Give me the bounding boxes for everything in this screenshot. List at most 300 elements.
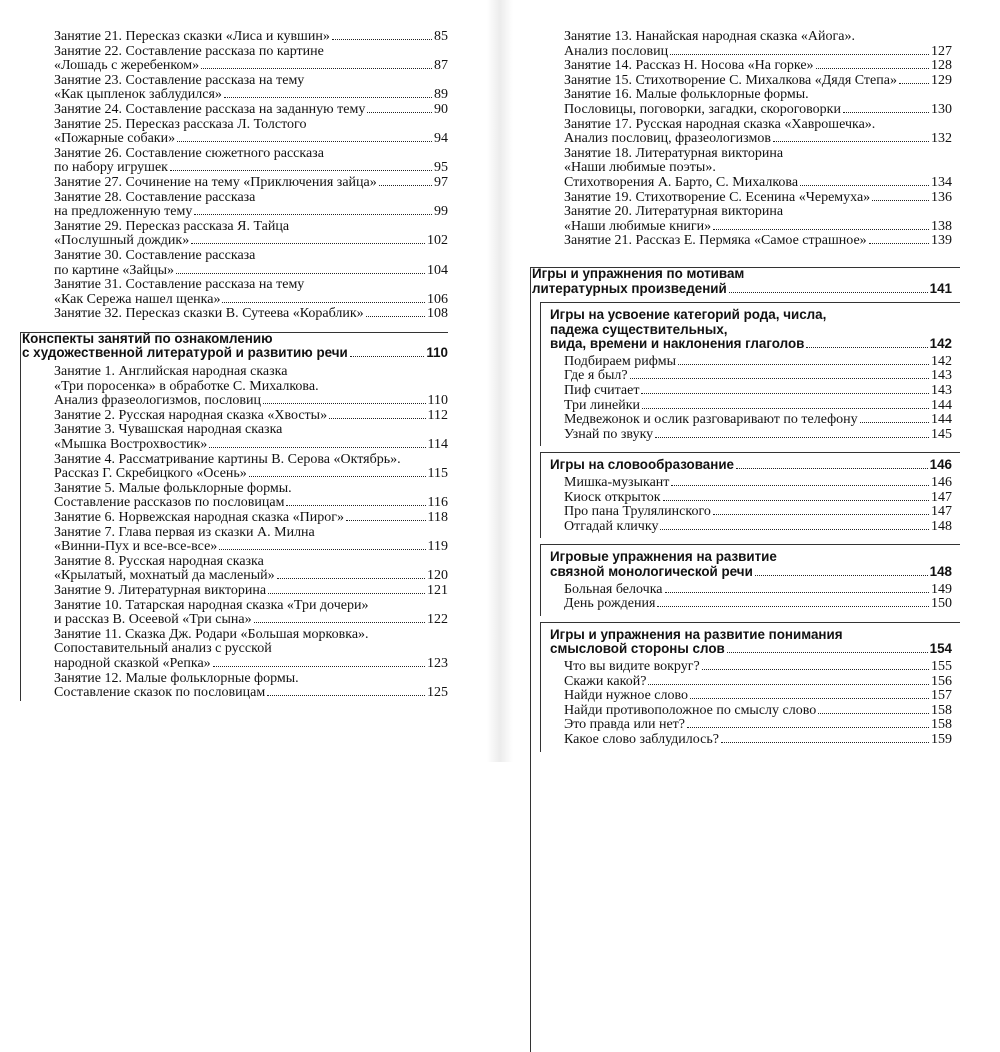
toc-line	[22, 346, 448, 361]
toc-item[interactable]	[520, 520, 960, 535]
page-number: 150	[931, 596, 952, 612]
toc-line	[54, 540, 448, 555]
toc-line	[54, 526, 448, 541]
subsection-body	[520, 622, 960, 752]
toc-line	[54, 176, 448, 191]
toc-title: «Винни-Пух и все-все-все»	[54, 539, 218, 555]
page-number: 120	[427, 568, 448, 584]
toc-title: Пословицы, поговорки, загадки, скороговорки	[564, 101, 841, 117]
leader-dots	[678, 364, 929, 365]
lesson-entry[interactable]	[0, 599, 460, 628]
page-number: 116	[427, 495, 448, 511]
leader-dots	[816, 68, 929, 69]
lesson-entry[interactable]	[0, 74, 460, 103]
toc-line	[54, 278, 448, 293]
toc-line	[550, 337, 952, 352]
toc-title: Найди нужное слово	[564, 688, 689, 704]
lesson-entry[interactable]	[520, 147, 960, 191]
toc-title: Анализ пословиц, фразеологизмов	[564, 131, 771, 147]
leader-dots	[843, 112, 929, 113]
leader-dots	[665, 592, 930, 593]
toc-line	[54, 45, 448, 60]
toc-line	[54, 191, 448, 206]
toc-line	[564, 733, 952, 748]
lesson-entry[interactable]	[0, 307, 460, 322]
toc-line	[564, 689, 952, 704]
lesson-entry[interactable]	[0, 147, 460, 176]
page-number: 108	[427, 306, 448, 322]
toc-title: смысловой стороны слов	[550, 641, 725, 657]
toc-title: Игры и упражнения на развитие понимания	[550, 626, 843, 642]
toc-line	[564, 355, 952, 370]
toc-title: Анализ фразеологизмов, пословиц	[54, 393, 261, 409]
leader-dots	[332, 39, 432, 40]
toc-line	[54, 88, 448, 103]
leader-dots	[721, 742, 929, 743]
leader-dots	[755, 575, 928, 576]
toc-title: Занятие 5. Малые фольклорные формы.	[54, 480, 292, 496]
toc-line	[550, 628, 952, 643]
page-number: 85	[434, 29, 448, 44]
toc-title: Найди противоположное по смыслу слово	[564, 702, 817, 718]
toc-line	[564, 234, 952, 249]
lesson-entry[interactable]	[520, 118, 960, 147]
leader-dots	[224, 97, 432, 98]
page-number: 102	[427, 233, 448, 249]
page-number: 87	[434, 58, 448, 74]
toc-title: Занятие 29. Пересказ рассказа Я. Тайца	[54, 218, 290, 234]
toc-line	[564, 520, 952, 535]
leader-dots	[263, 403, 426, 404]
leader-dots	[177, 141, 432, 142]
page-number: 110	[426, 345, 448, 361]
toc-item[interactable]	[520, 428, 960, 443]
toc-line	[54, 118, 448, 133]
page-number: 146	[929, 457, 952, 473]
page-number: 143	[931, 383, 952, 399]
page-number: 122	[427, 612, 448, 628]
subsection-entry[interactable]	[520, 628, 960, 657]
toc-line	[54, 409, 448, 424]
toc-line	[532, 282, 952, 297]
toc-title: Занятие 8. Русская народная сказка	[54, 553, 264, 569]
page-number: 149	[931, 581, 952, 597]
lesson-entry[interactable]	[0, 672, 460, 701]
page-number: 97	[434, 174, 448, 190]
leader-dots	[800, 185, 929, 186]
page-number: 123	[427, 655, 448, 671]
lesson-entry[interactable]	[0, 423, 460, 452]
toc-line	[54, 555, 448, 570]
section-box	[0, 332, 460, 701]
toc-item[interactable]	[520, 399, 960, 414]
subsection-box	[520, 452, 960, 538]
toc-line	[564, 660, 952, 675]
toc-line	[54, 220, 448, 235]
leader-dots	[366, 316, 425, 317]
toc-title: Занятие 23. Составление рассказа на тему	[54, 72, 305, 88]
toc-title: Рассказ Г. Скребицкого «Осень»	[54, 466, 247, 482]
toc-title: Занятие 14. Рассказ Н. Носова «На горке»	[564, 58, 814, 74]
lesson-entry[interactable]	[0, 176, 460, 191]
toc-line	[550, 565, 952, 580]
toc-line	[54, 482, 448, 497]
toc-line	[54, 467, 448, 482]
toc-title: Какое слово заблудилось?	[564, 731, 719, 747]
page-number: 144	[931, 397, 952, 413]
leader-dots	[670, 54, 929, 55]
toc-title: «Крылатый, мохнатый да масленый»	[54, 568, 275, 584]
lesson-entry[interactable]	[0, 482, 460, 511]
toc-title: Это правда или нет?	[564, 717, 685, 733]
subsection-entry[interactable]	[520, 550, 960, 579]
lesson-entry[interactable]	[0, 103, 460, 118]
page-number: 141	[929, 280, 952, 296]
toc-title: Занятие 18. Литературная викторина	[564, 145, 784, 161]
subsection-entry[interactable]	[520, 308, 960, 352]
toc-title: Три линейки	[564, 397, 640, 413]
toc-title: «Как цыпленок заблудился»	[54, 87, 222, 103]
leader-dots	[367, 112, 432, 113]
toc-title: Занятие 25. Пересказ рассказа Л. Толстого	[54, 116, 307, 132]
lesson-entry[interactable]	[520, 88, 960, 117]
toc-title: Скажи какой?	[564, 673, 647, 689]
lesson-list-c	[520, 30, 960, 249]
toc-item[interactable]	[520, 505, 960, 520]
subsection-entry[interactable]	[520, 458, 960, 473]
toc-title: Занятие 10. Татарская народная сказка «Три дочери»	[54, 597, 369, 613]
toc-line	[564, 369, 952, 384]
toc-item[interactable]	[520, 689, 960, 704]
leader-dots	[818, 713, 929, 714]
toc-line	[564, 147, 952, 162]
lesson-entry[interactable]	[0, 628, 460, 672]
toc-title: народной сказкой «Репка»	[54, 655, 211, 671]
toc-title: Занятие 16. Малые фольклорные формы.	[564, 87, 809, 103]
toc-title: Анализ пословиц	[564, 43, 669, 59]
toc-line	[54, 132, 448, 147]
toc-line	[54, 147, 448, 162]
toc-item[interactable]	[520, 733, 960, 748]
toc-title: Мишка-музыкант	[564, 475, 670, 491]
leader-dots	[209, 447, 425, 448]
leader-dots	[729, 292, 928, 293]
toc-item[interactable]	[520, 583, 960, 598]
book-gutter	[487, 0, 513, 762]
toc-line	[54, 657, 448, 672]
lesson-entry[interactable]	[0, 249, 460, 278]
toc-title: Занятие 24. Составление рассказа на заданную тему	[54, 101, 366, 117]
leader-dots	[713, 229, 929, 230]
toc-title: Подбираем рифмы	[564, 353, 677, 369]
toc-title: Занятие 20. Литературная викторина	[564, 204, 784, 220]
page-number: 146	[931, 475, 952, 491]
toc-title: Занятие 31. Составление рассказа на тему	[54, 277, 305, 293]
toc-title: День рождения	[564, 596, 656, 612]
toc-item[interactable]	[520, 660, 960, 675]
toc-title: Медвежонок и ослик разговаривают по телефону	[564, 412, 858, 428]
leader-dots	[657, 606, 929, 607]
toc-line	[564, 476, 952, 491]
lesson-entry[interactable]	[520, 234, 960, 249]
section-entry[interactable]	[520, 267, 960, 296]
toc-line	[54, 293, 448, 308]
leader-dots	[727, 652, 928, 653]
page-number: 121	[427, 582, 448, 598]
subsection-body	[520, 544, 960, 615]
leader-dots	[219, 549, 425, 550]
page-number: 110	[427, 393, 448, 409]
leader-dots	[648, 684, 929, 685]
page-number: 130	[931, 101, 952, 117]
toc-title: Занятие 1. Английская народная сказка	[54, 364, 288, 380]
toc-title: Занятие 22. Составление рассказа по картине	[54, 43, 324, 59]
toc-line	[564, 399, 952, 414]
section-entry[interactable]	[0, 332, 460, 361]
leader-dots	[213, 666, 425, 667]
toc-line	[564, 205, 952, 220]
toc-title: Занятие 7. Глава первая из сказки А. Милна	[54, 524, 315, 540]
toc-item[interactable]	[520, 355, 960, 370]
toc-line	[54, 453, 448, 468]
page-number: 147	[931, 504, 952, 520]
toc-title: связной монологической речи	[550, 564, 753, 579]
toc-item[interactable]	[520, 413, 960, 428]
toc-line	[564, 191, 952, 206]
toc-line	[550, 550, 952, 565]
subsection-list	[520, 302, 960, 751]
toc-title: Конспекты занятий по ознакомлению	[22, 330, 273, 346]
leader-dots	[201, 68, 432, 69]
toc-line	[564, 176, 952, 191]
toc-title: Где я был?	[564, 368, 628, 384]
page-number: 125	[427, 685, 448, 701]
toc-line	[564, 491, 952, 506]
lesson-entry[interactable]	[0, 118, 460, 147]
right-page	[520, 30, 960, 752]
toc-line	[54, 628, 448, 643]
toc-line	[564, 413, 952, 428]
leader-dots	[170, 170, 432, 171]
page-number: 138	[931, 218, 952, 234]
lesson-entry[interactable]	[0, 30, 460, 45]
page-number: 128	[931, 58, 952, 74]
toc-title: Игры и упражнения по мотивам	[532, 265, 745, 281]
toc-title: Игровые упражнения на развитие	[550, 549, 777, 565]
toc-title: Занятие 27. Сочинение на тему «Приключения зайца»	[54, 174, 377, 190]
leader-dots	[806, 347, 927, 348]
lesson-entry[interactable]	[0, 526, 460, 555]
page-number: 142	[931, 353, 952, 369]
page-number: 119	[427, 539, 448, 555]
left-page	[0, 30, 460, 701]
toc-item[interactable]	[520, 369, 960, 384]
toc-title: Что вы видите вокруг?	[564, 658, 700, 674]
page-number: 159	[931, 731, 952, 747]
toc-item[interactable]	[520, 675, 960, 690]
page-number: 142	[929, 336, 952, 352]
lesson-entry[interactable]	[520, 59, 960, 74]
page-number: 99	[434, 204, 448, 220]
lesson-entry[interactable]	[520, 205, 960, 234]
leader-dots	[249, 476, 426, 477]
toc-title: «Мышка Вострохвостик»	[54, 437, 208, 453]
leader-dots	[254, 622, 425, 623]
page-number: 129	[931, 72, 952, 88]
page-number: 148	[929, 564, 952, 579]
lesson-entry[interactable]	[0, 365, 460, 409]
page-number: 143	[931, 368, 952, 384]
toc-line	[54, 569, 448, 584]
toc-line	[564, 704, 952, 719]
toc-line	[54, 686, 448, 701]
page-number: 156	[931, 673, 952, 689]
toc-title: по картине «Зайцы»	[54, 262, 175, 278]
toc-line	[54, 307, 448, 322]
toc-item[interactable]	[520, 704, 960, 719]
toc-line	[564, 74, 952, 89]
toc-title: Занятие 17. Русская народная сказка «Хаврошечка».	[564, 116, 876, 132]
toc-title: «Как Сережа нашел щенка»	[54, 291, 221, 307]
toc-line	[564, 132, 952, 147]
toc-title: «Наши любимые поэты».	[564, 160, 716, 176]
toc-title: Занятие 9. Литературная викторина	[54, 582, 267, 598]
toc-line	[564, 103, 952, 118]
toc-title: Отгадай кличку	[564, 518, 659, 534]
toc-item[interactable]	[520, 476, 960, 491]
page-number: 145	[931, 426, 952, 442]
toc-title: Занятие 4. Рассматривание картины В. Серова «Октябрь».	[54, 451, 401, 467]
toc-line	[54, 613, 448, 628]
leader-dots	[642, 408, 929, 409]
toc-line	[54, 74, 448, 89]
toc-title: Киоск открыток	[564, 489, 661, 505]
toc-line	[550, 323, 952, 338]
page-number: 139	[931, 233, 952, 249]
leader-dots	[713, 514, 929, 515]
toc-title: Занятие 15. Стихотворение С. Михалкова «Дядя Степа»	[564, 72, 897, 88]
toc-title: Про пана Трулялинского	[564, 504, 711, 520]
toc-line	[564, 505, 952, 520]
toc-line	[564, 45, 952, 60]
toc-item[interactable]	[520, 597, 960, 612]
page-number: 118	[427, 510, 448, 525]
toc-item[interactable]	[520, 718, 960, 733]
toc-item[interactable]	[520, 491, 960, 506]
toc-line	[564, 30, 952, 45]
lesson-entry[interactable]	[0, 191, 460, 220]
toc-line	[54, 249, 448, 264]
toc-title: Занятие 32. Пересказ сказки В. Сутеева «Кораблик»	[54, 306, 364, 322]
leader-dots	[655, 437, 929, 438]
leader-dots	[350, 356, 425, 357]
toc-line	[564, 59, 952, 74]
toc-line	[54, 380, 448, 395]
toc-title: «Три поросенка» в обработке С. Михалкова.	[54, 378, 319, 394]
subsection-box	[520, 622, 960, 752]
main-section-box	[520, 267, 960, 752]
toc-line	[564, 161, 952, 176]
toc-title: Сопоставительный анализ с русской	[54, 641, 272, 657]
toc-title: «Наши любимые книги»	[564, 218, 712, 234]
toc-title: «Пожарные собаки»	[54, 131, 176, 147]
leader-dots	[663, 500, 929, 501]
toc-line	[564, 718, 952, 733]
leader-dots	[736, 468, 928, 469]
toc-title: Занятие 2. Русская народная сказка «Хвосты»	[54, 407, 328, 423]
page-number: 158	[931, 717, 952, 733]
toc-title: вида, времени и наклонения глаголов	[550, 336, 805, 352]
lesson-entry[interactable]	[520, 30, 960, 59]
lesson-entry[interactable]	[0, 453, 460, 482]
toc-line	[54, 205, 448, 220]
toc-title: «Послушный дождик»	[54, 233, 190, 249]
toc-line	[564, 88, 952, 103]
page-number: 134	[931, 174, 952, 190]
page-number: 136	[931, 189, 952, 205]
lesson-entry[interactable]	[520, 74, 960, 89]
leader-dots	[379, 185, 432, 186]
toc-title: Стихотворения А. Барто, С. Михалкова	[564, 174, 799, 190]
lesson-list-b	[0, 365, 460, 701]
page-number: 154	[929, 641, 952, 657]
lesson-entry[interactable]	[0, 278, 460, 307]
leader-dots	[630, 378, 929, 379]
toc-title: Занятие 19. Стихотворение С. Есенина «Черемуха»	[564, 189, 871, 205]
toc-line	[54, 496, 448, 511]
main-section-heading	[520, 267, 960, 296]
page-number: 89	[434, 87, 448, 103]
toc-item[interactable]	[520, 384, 960, 399]
lesson-entry[interactable]	[0, 584, 460, 599]
toc-line	[54, 672, 448, 687]
toc-title: падежа существительных,	[550, 321, 728, 337]
toc-title: Занятие 30. Составление рассказа	[54, 247, 256, 263]
page-number: 157	[931, 688, 952, 704]
toc-line	[54, 365, 448, 380]
lesson-entry[interactable]	[0, 220, 460, 249]
leader-dots	[641, 393, 929, 394]
page-number: 106	[427, 291, 448, 307]
leader-dots	[191, 243, 425, 244]
page-number: 155	[931, 658, 952, 674]
toc-line	[564, 118, 952, 133]
leader-dots	[773, 141, 929, 142]
leader-dots	[860, 422, 929, 423]
toc-title: по набору игрушек	[54, 160, 168, 176]
page-number: 132	[931, 131, 952, 147]
toc-line	[564, 675, 952, 690]
toc-title: Составление сказок по пословицам	[54, 685, 266, 701]
page-number: 127	[931, 43, 952, 59]
page-number: 94	[434, 131, 448, 147]
toc-line	[54, 438, 448, 453]
lesson-entry[interactable]	[0, 555, 460, 584]
leader-dots	[194, 214, 432, 215]
toc-title: Занятие 13. Нанайская народная сказка «Айога».	[564, 29, 855, 44]
leader-dots	[222, 302, 425, 303]
toc-line	[564, 597, 952, 612]
lesson-entry[interactable]	[0, 409, 460, 424]
toc-line	[54, 423, 448, 438]
lesson-entry[interactable]	[0, 511, 460, 526]
lesson-entry[interactable]	[520, 191, 960, 206]
toc-title: с художественной литературой и развитию речи	[22, 345, 348, 361]
lesson-entry[interactable]	[0, 45, 460, 74]
toc-title: литературных произведений	[532, 280, 727, 296]
lesson-list-a	[0, 30, 460, 322]
toc-line	[564, 220, 952, 235]
